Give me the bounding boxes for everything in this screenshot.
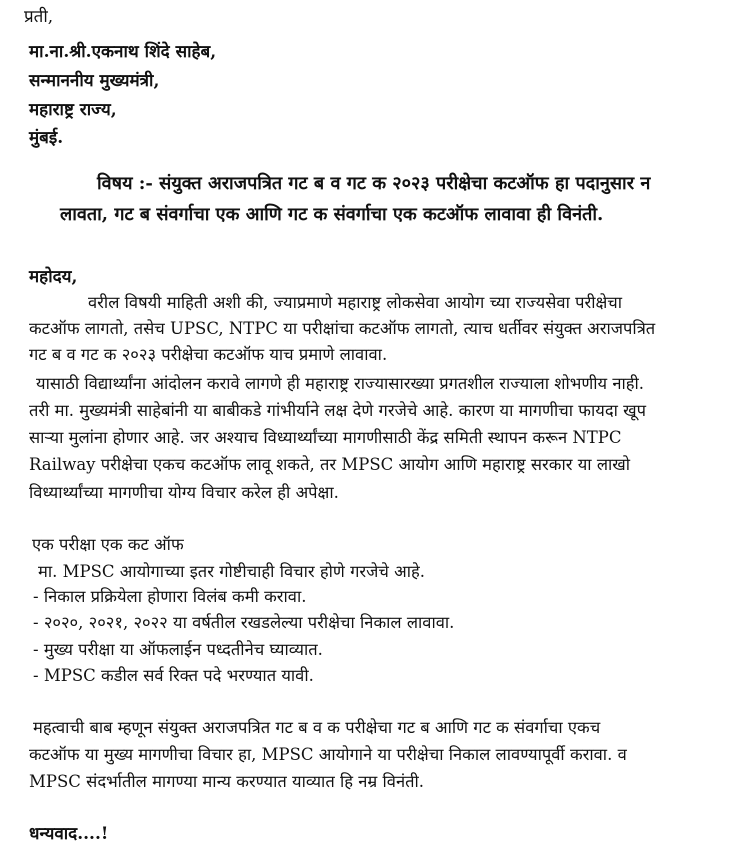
- list-item: - मुख्य परीक्षा या ऑफलाईन पध्दतीनेच घ्याव्यात.: [33, 640, 323, 659]
- body1-line: तरी मा. मुख्यमंत्री साहेबांनी या बाबीकडे गांभीर्याने लक्ष देणे गरजेचे आहे. कारण या मागणीचा फायदा खूप: [29, 401, 646, 420]
- section-title: एक परीक्षा एक कट ऑफ: [32, 535, 184, 554]
- body2-line: कटऑफ या मुख्य मागणीचा विचार हा, MPSC आयोगाने या परीक्षेचा निकाल लावण्यापूर्वी करावा. व: [29, 745, 627, 764]
- subject-line-1: विषय :- संयुक्त अराजपत्रित गट ब व गट क २०२३ परीक्षेचा कटऑफ हा पदानुसार न: [97, 173, 651, 194]
- addressee-name: मा.ना.श्री.एकनाथ शिंदे साहेब,: [29, 42, 217, 62]
- addressee-city: मुंबई.: [29, 128, 64, 148]
- body1-line: गट ब व गट क २०२३ परीक्षेचा कटऑफ याच प्रमाणे लावावा.: [29, 345, 388, 364]
- body2-line: MPSC संदर्भातील मागण्या मान्य करण्यात याव्यात हि नम्र विनंती.: [29, 772, 425, 791]
- list-item: मा. MPSC आयोगाच्या इतर गोष्टीचाही विचार होणे गरजेचे आहे.: [38, 562, 425, 581]
- body1-line: यासाठी विद्यार्थ्यांना आंदोलन करावे लागणे ही महाराष्ट्र राज्यासारख्या प्रगतशील राज्याला शोभणीय नाही.: [36, 374, 645, 393]
- body2-line: महत्वाची बाब म्हणून संयुक्त अराजपत्रित गट ब व क परीक्षेचा गट ब आणि गट क संवर्गाचा एकच: [33, 718, 601, 737]
- closing: धन्यवाद....!: [29, 824, 109, 844]
- body1-line: कटऑफ लागतो, तसेच UPSC, NTPC या परीक्षांचा कटऑफ लागतो, त्याच धर्तीवर संयुक्त अराजपत्रित: [29, 319, 656, 338]
- body1-line: विध्यार्थ्यांच्या मागणीचा योग्य विचार करेल ही अपेक्षा.: [29, 483, 339, 502]
- addressee-prati: प्रती,: [24, 7, 54, 27]
- body1-line: वरील विषयी माहिती अशी की, ज्याप्रमाणे महाराष्ट्र लोकसेवा आयोग च्या राज्यसेवा परीक्षेचा: [88, 293, 623, 312]
- list-item: - MPSC कडील सर्व रिक्त पदे भरण्यात यावी.: [33, 666, 314, 685]
- list-item: - २०२०, २०२१, २०२२ या वर्षतील रखडलेल्या परीक्षेचा निकाल लावावा.: [33, 613, 455, 632]
- salutation: महोदय,: [29, 267, 78, 287]
- addressee-state: महाराष्ट्र राज्य,: [29, 100, 117, 120]
- subject-line-2: लावता, गट ब संवर्गाचा एक आणि गट क संवर्गाचा एक कटऑफ लावावा ही विनंती.: [60, 204, 604, 225]
- body1-line: Railway परीक्षेचा एकच कटऑफ लावू शकते, तर MPSC आयोग आणि महाराष्ट्र सरकार या लाखो: [29, 455, 631, 474]
- body1-line: साऱ्या मुलांना होणार आहे. जर अश्याच विध्यार्थ्यांच्या मागणीसाठी केंद्र समिती स्थापन करून NTPC: [29, 428, 622, 447]
- addressee-title: सन्माननीय मुख्यमंत्री,: [29, 71, 160, 91]
- list-item: - निकाल प्रक्रियेला होणारा विलंब कमी करावा.: [33, 587, 307, 606]
